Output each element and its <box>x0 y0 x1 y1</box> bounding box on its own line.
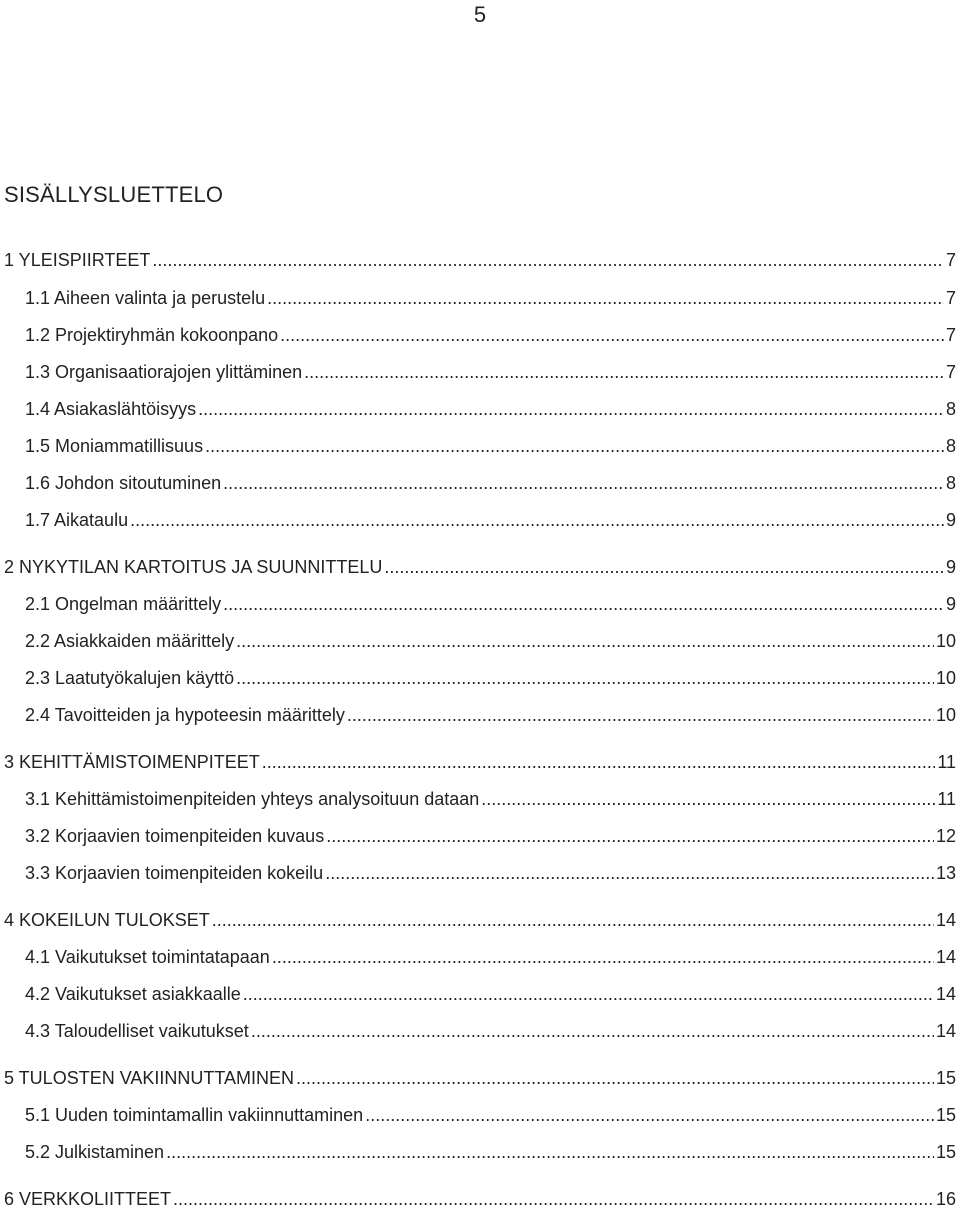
toc-entry-page: 12 <box>935 826 956 846</box>
toc-entry-label: 4.3 Taloudelliset vaikutukset <box>25 1021 249 1041</box>
toc-entry-label: 3.2 Korjaavien toimenpiteiden kuvaus <box>25 826 325 846</box>
dot-leader <box>384 555 944 579</box>
toc-entry-page: 15 <box>935 1068 956 1088</box>
toc-entry-page: 14 <box>935 984 956 1004</box>
toc-entry-label: 2.2 Asiakkaiden määrittely <box>25 631 235 651</box>
dot-leader <box>326 824 934 848</box>
toc-entry-page: 7 <box>945 362 956 382</box>
toc-entry-label: 3.1 Kehittämistoimenpiteiden yhteys analysoituun dataan <box>25 789 480 809</box>
toc-entry[interactable] <box>0 588 956 616</box>
toc-entry-page: 8 <box>945 399 956 419</box>
toc-entry[interactable] <box>0 282 956 310</box>
dot-leader <box>251 1019 934 1043</box>
toc-entry-page: 9 <box>945 557 956 577</box>
toc-entry[interactable] <box>0 941 956 969</box>
dot-leader <box>365 1103 934 1127</box>
toc-entry-label: 1.4 Asiakaslähtöisyys <box>25 399 197 419</box>
toc-entry-page: 10 <box>935 705 956 725</box>
toc-entry-label: 5 TULOSTEN VAKIINNUTTAMINEN <box>4 1068 295 1088</box>
toc-entry-page: 14 <box>935 1021 956 1041</box>
toc-entry-label: 5.2 Julkistaminen <box>25 1142 165 1162</box>
toc-entry-label: 3.3 Korjaavien toimenpiteiden kokeilu <box>25 863 324 883</box>
page-number: 5 <box>473 2 487 27</box>
toc-entry-page: 7 <box>945 250 956 270</box>
toc-entry-label: 4 KOKEILUN TULOKSET <box>4 910 210 930</box>
toc-entry-label: 4.1 Vaikutukset toimintatapaan <box>25 947 270 967</box>
toc-entry[interactable] <box>0 820 956 848</box>
dot-leader <box>262 750 936 774</box>
toc-entry[interactable] <box>0 699 956 727</box>
toc-entry[interactable] <box>0 904 956 932</box>
toc-entry[interactable] <box>0 356 956 384</box>
dot-leader <box>205 434 944 458</box>
toc-entry-label: 2.1 Ongelman määrittely <box>25 594 222 614</box>
toc-title: SISÄLLYSLUETTELO <box>4 182 224 207</box>
toc-entry-label: 2.4 Tavoitteiden ja hypoteesin määrittely <box>25 705 345 725</box>
dot-leader <box>152 248 944 272</box>
dot-leader <box>280 323 944 347</box>
toc-entry[interactable] <box>0 1062 956 1090</box>
toc-entry-label: 1.2 Projektiryhmän kokoonpano <box>25 325 279 345</box>
toc-entry-label: 1.6 Johdon sitoutuminen <box>25 473 222 493</box>
dot-leader <box>481 787 935 811</box>
toc-entry-label: 3 KEHITTÄMISTOIMENPITEET <box>4 752 260 772</box>
toc-entry-page: 13 <box>935 863 956 883</box>
toc-entry-label: 1.1 Aiheen valinta ja perustelu <box>25 288 266 308</box>
toc-entry-page: 14 <box>935 910 956 930</box>
dot-leader <box>267 286 944 310</box>
toc-entry-label: 6 VERKKOLIITTEET <box>4 1189 172 1209</box>
toc-entry[interactable] <box>0 1015 956 1043</box>
toc-entry-page: 11 <box>937 789 956 809</box>
toc-entry[interactable] <box>0 1099 956 1127</box>
toc-entry[interactable] <box>0 504 956 532</box>
dot-leader <box>304 360 944 384</box>
toc-entry-page: 8 <box>945 436 956 456</box>
toc-entry-page: 7 <box>945 325 956 345</box>
toc-entry[interactable] <box>0 430 956 458</box>
toc-entry-page: 7 <box>945 288 956 308</box>
dot-leader <box>223 592 944 616</box>
toc-entry[interactable] <box>0 551 956 579</box>
toc-entry-label: 1.5 Moniammatillisuus <box>25 436 204 456</box>
dot-leader <box>166 1140 934 1164</box>
toc-entry-page: 15 <box>935 1105 956 1125</box>
dot-leader <box>272 945 934 969</box>
toc-entry-page: 9 <box>945 594 956 614</box>
dot-leader <box>243 982 934 1006</box>
toc-entry-page: 10 <box>935 668 956 688</box>
toc-entry-label: 1 YLEISPIIRTEET <box>4 250 151 270</box>
toc-entry-label: 5.1 Uuden toimintamallin vakiinnuttaminen <box>25 1105 364 1125</box>
dot-leader <box>212 908 934 932</box>
toc-entry-label: 4.2 Vaikutukset asiakkaalle <box>25 984 241 1004</box>
dot-leader <box>198 397 944 421</box>
toc-entry-page: 9 <box>945 510 956 530</box>
toc-entry[interactable] <box>0 783 956 811</box>
toc-entry[interactable] <box>0 467 956 495</box>
dot-leader <box>236 666 934 690</box>
toc-entry[interactable] <box>0 857 956 885</box>
dot-leader <box>223 471 944 495</box>
toc-entry-page: 15 <box>935 1142 956 1162</box>
toc-entry-label: 1.3 Organisaatiorajojen ylittäminen <box>25 362 303 382</box>
toc-entry[interactable] <box>0 662 956 690</box>
toc-entry[interactable] <box>0 1183 956 1211</box>
toc-entry[interactable] <box>0 319 956 347</box>
toc-entry-page: 16 <box>935 1189 956 1209</box>
toc-entry[interactable] <box>0 393 956 421</box>
toc-entry[interactable] <box>0 978 956 1006</box>
toc-entry[interactable] <box>0 244 956 272</box>
dot-leader <box>130 508 944 532</box>
dot-leader <box>236 629 934 653</box>
toc-entry-label: 2.3 Laatutyökalujen käyttö <box>25 668 235 688</box>
toc-entry-label: 2 NYKYTILAN KARTOITUS JA SUUNNITTELU <box>4 557 383 577</box>
toc-entry[interactable] <box>0 746 956 774</box>
toc-entry-page: 10 <box>935 631 956 651</box>
toc-entry-page: 14 <box>935 947 956 967</box>
dot-leader <box>296 1066 934 1090</box>
toc-entry-page: 8 <box>945 473 956 493</box>
toc-entry-page: 11 <box>937 752 956 772</box>
dot-leader <box>325 861 934 885</box>
toc-entry[interactable] <box>0 1136 956 1164</box>
dot-leader <box>347 703 934 727</box>
toc-entry[interactable] <box>0 625 956 653</box>
toc-entry-label: 1.7 Aikataulu <box>25 510 129 530</box>
dot-leader <box>173 1187 934 1211</box>
